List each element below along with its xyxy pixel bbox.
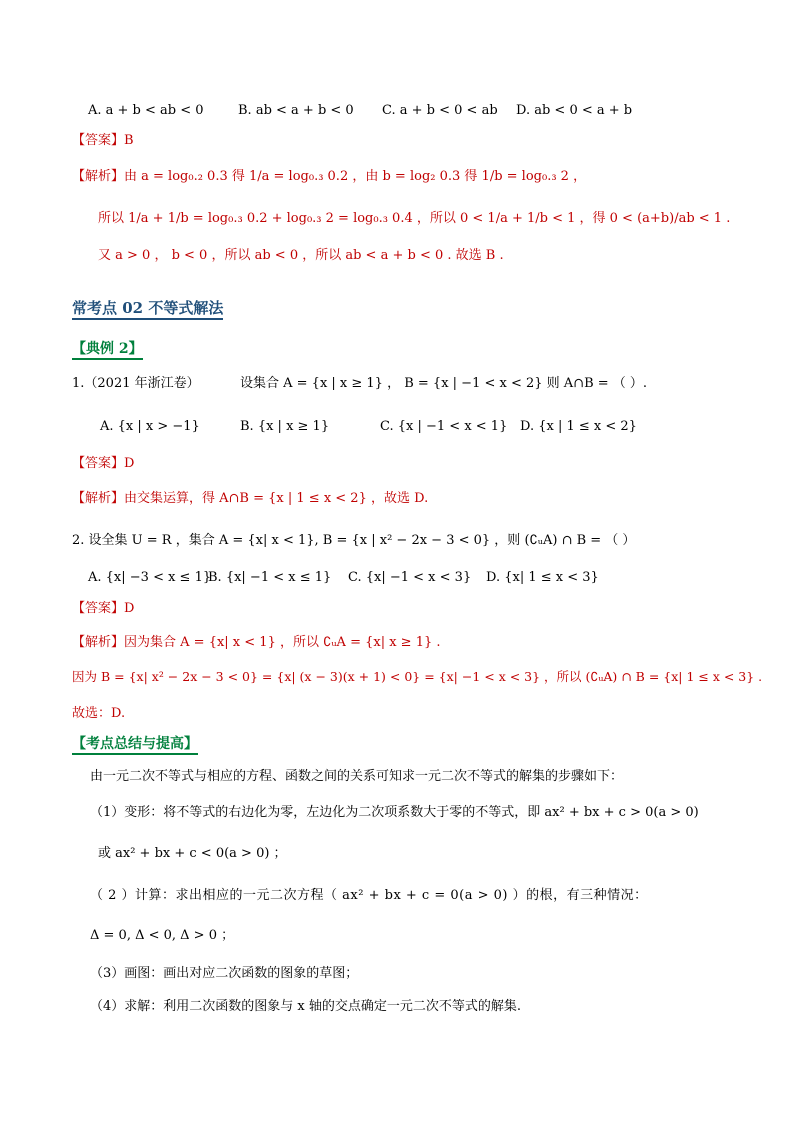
- example-tag: 【典例 2】: [72, 340, 143, 360]
- q2-answer-value: D: [124, 601, 135, 616]
- summary-intro: 由一元二次不等式与相应的方程、函数之间的关系可知求一元二次不等式的解集的步骤如下：: [90, 769, 624, 784]
- q2-analysis-line-2: 因为 B = {x| x² − 2x − 3 < 0} = {x| (x − 3)(x + 1) < 0} = {x| −1 < x < 3} ，所以 (∁ᵤA) ∩ B = {x| 1 ≤ x < 3} .: [72, 669, 763, 684]
- answer-tag: 【答案】: [72, 133, 125, 148]
- option-d: D. ab < 0 < a + b: [516, 103, 633, 118]
- summary-step-2b: Δ = 0, Δ < 0, Δ > 0 ；: [90, 928, 235, 943]
- analysis-line-3: 又 a > 0 ， b < 0 ，所以 ab < 0 ，所以 ab < a + b < 0 . 故选 B .: [98, 248, 504, 263]
- summary-step-3: （3）画图：画出对应二次函数的图象的草图；: [90, 966, 359, 981]
- q2-option-c: C. {x| −1 < x < 3}: [348, 570, 472, 585]
- analysis-line-1: [72, 168, 586, 186]
- analysis-text: 由 a = log₀.₂ 0.3 得 1/a = log₀.₃ 0.2 ，由 b = log₂ 0.3 得 1/b = log₀.₃ 2 ，: [124, 169, 587, 184]
- analysis-tag: 【解析】: [72, 169, 125, 184]
- summary-step-2a: （ 2 ）计算：求出相应的一元二次方程（ ax² + bx + c = 0(a > 0) ）的根，有三种情况：: [90, 888, 648, 903]
- q2-option-d: D. {x| 1 ≤ x < 3}: [486, 570, 599, 585]
- q2-analysis-line-1: [72, 634, 441, 652]
- option-b: B. ab < a + b < 0: [238, 103, 354, 118]
- q1-option-d: D. {x | 1 ≤ x < 2}: [520, 419, 637, 434]
- q1-option-a: A. {x | x > −1}: [100, 419, 200, 434]
- section-title: 常考点 02 不等式解法: [72, 299, 223, 320]
- q1-analysis-tag: 【解析】: [72, 491, 125, 506]
- analysis-line-2: 所以 1/a + 1/b = log₀.₃ 0.2 + log₀.₃ 2 = log₀.₃ 0.4 ，所以 0 < 1/a + 1/b < 1 ，得 0 < (a+b)/ab < 1 .: [98, 211, 731, 226]
- option-c: C. a + b < 0 < ab: [382, 103, 498, 118]
- answer-line: [72, 132, 134, 150]
- q2-option-b: B. {x| −1 < x ≤ 1}: [208, 570, 332, 585]
- summary-step-1a: （1）变形：将不等式的右边化为零，左边化为二次项系数大于零的不等式，即 ax² + bx + c > 0(a > 0): [90, 805, 699, 820]
- q1-source: 1.（2021 年浙江卷）: [72, 376, 200, 391]
- q2-answer-tag: 【答案】: [72, 601, 125, 616]
- q2-analysis-line-3: 故选：D.: [72, 706, 126, 721]
- option-a: A. a + b < ab < 0: [88, 103, 204, 118]
- q1-analysis-text: 由交集运算，得 A∩B = {x | 1 ≤ x < 2} ，故选 D.: [124, 491, 429, 506]
- q1-option-b: B. {x | x ≥ 1}: [240, 419, 330, 434]
- summary-step-1b: 或 ax² + bx + c < 0(a > 0) ；: [98, 846, 287, 861]
- q2-analysis-text-1: 因为集合 A = {x| x < 1} ，所以 ∁ᵤA = {x| x ≥ 1} .: [124, 635, 441, 650]
- summary-title: 【考点总结与提高】: [72, 735, 198, 755]
- q1-answer-line: [72, 455, 134, 473]
- answer-value: B: [124, 133, 134, 148]
- summary-step-4: （4）求解：利用二次函数的图象与 x 轴的交点确定一元二次不等式的解集.: [90, 999, 521, 1014]
- q1-answer-tag: 【答案】: [72, 456, 125, 471]
- q1-option-c: C. {x | −1 < x < 1}: [380, 419, 508, 434]
- q2-stem: 2. 设全集 U = R ，集合 A = {x| x < 1}, B = {x | x² − 2x − 3 < 0} ，则 (∁ᵤA) ∩ B = （ ）: [72, 533, 636, 548]
- q2-answer-line: [72, 600, 134, 618]
- q1-stem: 设集合 A = {x | x ≥ 1} ， B = {x | −1 < x < 2} 则 A∩B = （ ）.: [240, 376, 648, 391]
- q2-analysis-tag: 【解析】: [72, 635, 125, 650]
- q2-option-a: A. {x| −3 < x ≤ 1}: [88, 570, 212, 585]
- q1-answer-value: D: [124, 456, 135, 471]
- q1-analysis-line: [72, 490, 428, 508]
